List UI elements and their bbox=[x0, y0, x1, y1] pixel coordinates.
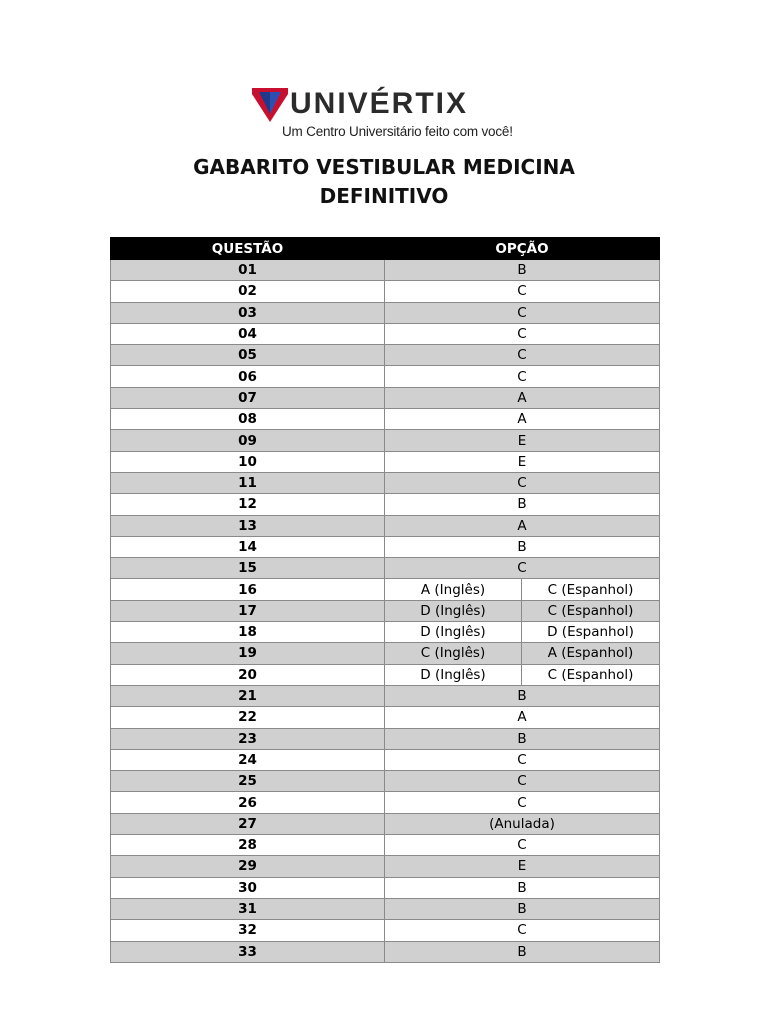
answer-english: D (Inglês) bbox=[385, 600, 522, 621]
table-row bbox=[111, 856, 660, 877]
question-number: 04 bbox=[111, 323, 385, 344]
page-title-line-1: GABARITO VESTIBULAR MEDICINA bbox=[193, 155, 575, 179]
answer-option: B bbox=[385, 941, 660, 962]
question-number: 28 bbox=[111, 835, 385, 856]
header-question: QUESTÃO bbox=[111, 238, 385, 260]
table-row bbox=[111, 728, 660, 749]
answer-option: A bbox=[385, 387, 660, 408]
question-number: 08 bbox=[111, 409, 385, 430]
question-number: 17 bbox=[111, 600, 385, 621]
answer-spanish: D (Espanhol) bbox=[522, 622, 660, 643]
question-number: 05 bbox=[111, 345, 385, 366]
answer-option: C bbox=[385, 835, 660, 856]
answer-option: C bbox=[385, 366, 660, 387]
answer-spanish: C (Espanhol) bbox=[522, 664, 660, 685]
answer-option: A bbox=[385, 515, 660, 536]
table-row bbox=[111, 494, 660, 515]
question-number: 23 bbox=[111, 728, 385, 749]
table-row bbox=[111, 643, 660, 664]
table-row bbox=[111, 515, 660, 536]
question-number: 20 bbox=[111, 664, 385, 685]
answer-option: E bbox=[385, 856, 660, 877]
answer-english: D (Inglês) bbox=[385, 622, 522, 643]
question-number: 24 bbox=[111, 749, 385, 770]
table-row bbox=[111, 877, 660, 898]
question-number: 31 bbox=[111, 898, 385, 919]
question-number: 32 bbox=[111, 920, 385, 941]
table-row bbox=[111, 387, 660, 408]
answer-option: B bbox=[385, 898, 660, 919]
table-row bbox=[111, 345, 660, 366]
question-number: 11 bbox=[111, 472, 385, 493]
table-row bbox=[111, 430, 660, 451]
answer-option: B bbox=[385, 260, 660, 281]
answer-option: B bbox=[385, 877, 660, 898]
answer-option: A bbox=[385, 409, 660, 430]
table-row bbox=[111, 472, 660, 493]
table-row bbox=[111, 366, 660, 387]
question-number: 13 bbox=[111, 515, 385, 536]
page-title bbox=[0, 153, 768, 211]
answer-option: C bbox=[385, 323, 660, 344]
logo-tagline: Um Centro Universitário feito com você! bbox=[282, 124, 513, 139]
question-number: 22 bbox=[111, 707, 385, 728]
table-row bbox=[111, 451, 660, 472]
question-number: 06 bbox=[111, 366, 385, 387]
logo-wordmark: UNIVÉRTIX bbox=[290, 87, 469, 120]
question-number: 16 bbox=[111, 579, 385, 600]
table-row bbox=[111, 622, 660, 643]
question-number: 14 bbox=[111, 536, 385, 557]
answer-option: B bbox=[385, 536, 660, 557]
question-number: 01 bbox=[111, 260, 385, 281]
answer-option: C bbox=[385, 749, 660, 770]
question-number: 29 bbox=[111, 856, 385, 877]
answer-option: B bbox=[385, 685, 660, 706]
question-number: 15 bbox=[111, 558, 385, 579]
answer-option: A bbox=[385, 707, 660, 728]
answer-spanish: A (Espanhol) bbox=[522, 643, 660, 664]
answer-option: E bbox=[385, 430, 660, 451]
header-option: OPÇÃO bbox=[385, 238, 660, 260]
table-row bbox=[111, 898, 660, 919]
table-row bbox=[111, 920, 660, 941]
question-number: 10 bbox=[111, 451, 385, 472]
answer-english: A (Inglês) bbox=[385, 579, 522, 600]
answer-key-body bbox=[111, 260, 660, 963]
answer-option: B bbox=[385, 494, 660, 515]
answer-key-table bbox=[110, 237, 660, 963]
table-header-row bbox=[111, 238, 660, 260]
table-row bbox=[111, 813, 660, 834]
table-row bbox=[111, 707, 660, 728]
table-row bbox=[111, 835, 660, 856]
table-row bbox=[111, 409, 660, 430]
answer-option: C bbox=[385, 281, 660, 302]
answer-option: C bbox=[385, 920, 660, 941]
table-row bbox=[111, 260, 660, 281]
table-row bbox=[111, 685, 660, 706]
answer-spanish: C (Espanhol) bbox=[522, 579, 660, 600]
table-row bbox=[111, 302, 660, 323]
answer-option: (Anulada) bbox=[385, 813, 660, 834]
table-row bbox=[111, 579, 660, 600]
question-number: 30 bbox=[111, 877, 385, 898]
question-number: 07 bbox=[111, 387, 385, 408]
answer-option: C bbox=[385, 792, 660, 813]
answer-option: C bbox=[385, 302, 660, 323]
answer-option: C bbox=[385, 771, 660, 792]
answer-option: C bbox=[385, 472, 660, 493]
table-row bbox=[111, 600, 660, 621]
answer-option: C bbox=[385, 558, 660, 579]
question-number: 33 bbox=[111, 941, 385, 962]
question-number: 27 bbox=[111, 813, 385, 834]
page-title-line-2: DEFINITIVO bbox=[319, 184, 449, 208]
question-number: 19 bbox=[111, 643, 385, 664]
question-number: 12 bbox=[111, 494, 385, 515]
question-number: 21 bbox=[111, 685, 385, 706]
question-number: 25 bbox=[111, 771, 385, 792]
univertix-shield-icon bbox=[252, 86, 288, 122]
question-number: 03 bbox=[111, 302, 385, 323]
table-row bbox=[111, 941, 660, 962]
question-number: 02 bbox=[111, 281, 385, 302]
answer-english: C (Inglês) bbox=[385, 643, 522, 664]
answer-option: B bbox=[385, 728, 660, 749]
table-row bbox=[111, 323, 660, 344]
answer-option: E bbox=[385, 451, 660, 472]
univertix-logo bbox=[252, 84, 518, 144]
table-row bbox=[111, 771, 660, 792]
question-number: 26 bbox=[111, 792, 385, 813]
question-number: 09 bbox=[111, 430, 385, 451]
table-row bbox=[111, 749, 660, 770]
answer-spanish: C (Espanhol) bbox=[522, 600, 660, 621]
answer-english: D (Inglês) bbox=[385, 664, 522, 685]
table-row bbox=[111, 558, 660, 579]
table-row bbox=[111, 664, 660, 685]
answer-option: C bbox=[385, 345, 660, 366]
table-row bbox=[111, 536, 660, 557]
question-number: 18 bbox=[111, 622, 385, 643]
table-row bbox=[111, 792, 660, 813]
table-row bbox=[111, 281, 660, 302]
